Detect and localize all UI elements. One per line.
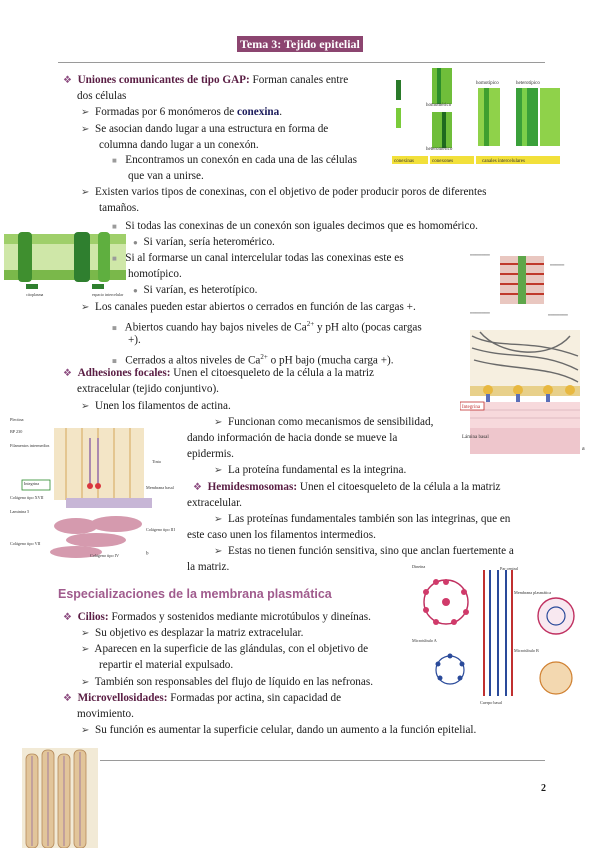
diamond-bullet-icon: ❖ xyxy=(63,612,72,623)
text: Forman canales entre xyxy=(249,74,349,86)
arrow-bullet-icon: ➢ xyxy=(81,644,90,655)
fig-label: espacio intercelular xyxy=(92,292,124,297)
fig-label: Membrana plasmática xyxy=(514,590,552,595)
arrow-bullet-icon: ➢ xyxy=(214,546,223,557)
fig-label: homomérico xyxy=(426,103,452,108)
text: Formadas por 6 monómeros de xyxy=(94,106,237,118)
footer-divider xyxy=(100,760,545,761)
arrow-bullet-icon: ➢ xyxy=(214,465,223,476)
svg-text:═══════: ═══════ xyxy=(548,312,568,317)
desmosome-figure xyxy=(470,246,582,326)
text-line: epidermis. xyxy=(187,448,234,460)
sub-bullet xyxy=(81,299,416,316)
diamond-bullet-icon: ❖ xyxy=(63,693,72,704)
text: Funcionan como mecanismos de sensibilidad, xyxy=(227,416,434,428)
hemidesmosome-figure xyxy=(460,330,590,454)
text: Formadas por actina, sin capacidad de xyxy=(167,692,342,704)
square-bullet-icon: ■ xyxy=(112,323,117,333)
term-conexina: conexina xyxy=(236,106,280,118)
fig-label: Integrina xyxy=(462,405,481,410)
svg-text:canales intercelulares: canales intercelulares xyxy=(482,159,525,164)
square-bullet-icon: ■ xyxy=(112,222,117,231)
sub-bullet xyxy=(214,543,514,560)
text: . xyxy=(279,106,283,118)
bullet-cilios xyxy=(63,609,371,626)
sub-bullet xyxy=(81,104,282,121)
arrow-bullet-icon: ➢ xyxy=(81,725,90,736)
text: Encontramos un conexón en cada una de las células xyxy=(125,154,357,166)
text: o pH bajo (mucha carga +). xyxy=(267,354,394,367)
bullet-gap xyxy=(63,72,348,89)
text-line: repartir el material expulsado. xyxy=(99,659,234,671)
fig-label: heterotípico xyxy=(516,81,540,86)
sub-bullet xyxy=(214,511,510,528)
text: Cerrados a altos niveles de Ca xyxy=(125,354,261,367)
fig-label: Plectina xyxy=(10,417,24,423)
fig-label: Par central xyxy=(500,566,519,571)
svg-text:conexinas: conexinas xyxy=(394,159,414,164)
fig-label: Colágeno tipo VII xyxy=(10,541,41,547)
arrow-bullet-icon: ➢ xyxy=(81,401,90,412)
text-line: extracelular (tejido conjuntivo). xyxy=(77,383,219,395)
arrow-bullet-icon: ➢ xyxy=(81,628,90,639)
text: Existen varios tipos de conexinas, con el objetivo de poder producir poros de diferentes xyxy=(94,186,487,198)
text-line: columna dando lugar a un conexón. xyxy=(99,139,259,151)
sub-bullet xyxy=(81,121,328,138)
fig-label: Colágeno tipo IV xyxy=(90,553,120,559)
sub-bullet xyxy=(81,674,373,691)
term-hemidesmosomas: Hemidesmosomas: xyxy=(207,481,298,493)
text-line: dando información de hacia donde se mueve la xyxy=(187,432,398,444)
text: Las proteínas fundamentales también son las integrinas, que en xyxy=(227,513,511,525)
arrow-bullet-icon: ➢ xyxy=(81,107,90,118)
sub-sub-bullet xyxy=(112,316,422,337)
text: Si todas las conexinas de un conexón son iguales decimos que es homomérico. xyxy=(125,220,478,232)
text: Unen los filamentos de actina. xyxy=(94,400,231,412)
sub-bullet xyxy=(81,398,231,415)
arrow-bullet-icon: ➢ xyxy=(214,514,223,525)
sub-sub-bullet xyxy=(112,250,404,267)
bullet-focal xyxy=(63,365,374,382)
dot-bullet-icon: ● xyxy=(133,286,138,295)
sub-bullet xyxy=(81,722,476,739)
arrow-bullet-icon: ➢ xyxy=(81,187,90,198)
term-gap: Uniones comunicantes de tipo GAP: xyxy=(77,74,250,86)
text-line: movimiento. xyxy=(77,708,134,720)
fig-label: Colágeno tipo XVII xyxy=(10,495,44,501)
text-line: este caso unen los filamentos intermedios. xyxy=(187,529,376,541)
text: Abiertos cuando hay bajos niveles de Ca xyxy=(124,321,307,334)
fig-label: homotípico xyxy=(476,81,499,86)
text: Los canales pueden estar abiertos o cerrados en función de las cargas +. xyxy=(94,301,416,313)
text: Si varían, es heterotípico. xyxy=(143,284,258,296)
text: Su función es aumentar la superficie celular, dando un aumento a la función epitelial. xyxy=(94,724,477,736)
text: Unen el citoesqueleto de la célula a la matriz xyxy=(170,367,374,379)
text: Si varían, sería heteromérico. xyxy=(143,236,275,248)
bullet-microvellosidades xyxy=(63,690,341,707)
dot-bullet-icon: ● xyxy=(133,238,138,247)
text: Su objetivo es desplazar la matriz extracelular. xyxy=(94,627,304,639)
term-microvellosidades: Microvellosidades: xyxy=(77,692,168,704)
square-bullet-icon: ■ xyxy=(112,254,117,263)
arrow-bullet-icon: ➢ xyxy=(81,124,90,135)
text-line: extracelular. xyxy=(187,497,242,509)
sub-sub-bullet xyxy=(112,218,478,235)
svg-text:═════: ═════ xyxy=(550,262,565,267)
cilia-figure xyxy=(410,562,596,706)
membrane-channels-figure xyxy=(4,228,126,300)
text: Si al formarse un canal intercelular todas las conexinas este es xyxy=(125,252,404,264)
arrow-bullet-icon: ➢ xyxy=(81,302,90,313)
fig-label: Filamentos intermedios xyxy=(10,443,50,449)
square-bullet-icon: ■ xyxy=(112,156,117,165)
sub-bullet xyxy=(81,641,368,658)
text-line: tamaños. xyxy=(99,202,140,214)
sub-sub-sub-bullet xyxy=(133,282,257,299)
arrow-bullet-icon: ➢ xyxy=(214,417,223,428)
svg-text:conexones: conexones xyxy=(432,159,454,164)
term-cilios: Cilios: xyxy=(77,611,109,623)
sub-sub-sub-bullet xyxy=(133,234,275,251)
fig-label: Microtúbulo B xyxy=(514,648,539,653)
fig-label: BP 230 xyxy=(10,429,23,435)
section-heading: Especializaciones de la membrana plasmática xyxy=(58,587,332,601)
term-focal: Adhesiones focales: xyxy=(77,367,171,379)
text: Se asocian dando lugar a una estructura en forma de xyxy=(94,123,329,135)
sub-bullet xyxy=(214,414,433,431)
fig-label: Tinta xyxy=(152,459,161,465)
fig-label: citoplasma xyxy=(26,292,44,297)
text: La proteína fundamental es la integrina. xyxy=(227,464,407,476)
sub-sub-bullet xyxy=(112,152,357,169)
bullet-hemidesmosomes xyxy=(193,479,501,496)
square-bullet-icon: ■ xyxy=(112,356,117,366)
fig-label: Dineína xyxy=(412,564,426,569)
fig-label: Colágeno tipo III xyxy=(146,527,175,533)
text: También son responsables del flujo de líquido en las nefronas. xyxy=(94,676,374,688)
sub-bullet xyxy=(214,462,406,479)
svg-text:═══════: ═══════ xyxy=(470,252,490,257)
text: Formados y sostenidos mediante microtúbulos y dineínas. xyxy=(108,611,371,623)
superscript: 2+ xyxy=(306,320,315,328)
text-line: dos células xyxy=(77,90,127,102)
text: Aparecen en la superficie de las glándulas, con el objetivo de xyxy=(94,643,369,655)
text-line: +). xyxy=(128,334,141,346)
sub-bullet xyxy=(81,184,486,201)
fig-label: Microtúbulo A xyxy=(412,638,437,643)
svg-text:═══════: ═══════ xyxy=(470,310,490,315)
text-line: la matriz. xyxy=(187,561,230,573)
fig-label: Membrana basal xyxy=(146,485,174,491)
diamond-bullet-icon: ❖ xyxy=(63,75,72,86)
diamond-bullet-icon: ❖ xyxy=(63,368,72,379)
microvilli-figure xyxy=(22,748,98,848)
connexon-figure xyxy=(392,66,562,172)
header-divider xyxy=(58,62,545,63)
fig-label: Cuerpo basal xyxy=(480,700,502,705)
fig-label: heteromérico xyxy=(426,147,453,152)
page-title: Tema 3: Tejido epitelial xyxy=(237,36,363,52)
fig-label: Lámina basal xyxy=(462,435,489,440)
text-line: que van a unirse. xyxy=(128,170,204,182)
fig-label: Integrina xyxy=(24,481,40,487)
text: Estas no tienen función sensitiva, sino que anclan fuertemente a xyxy=(227,545,514,557)
fig-label: b xyxy=(146,551,149,557)
text-line: homotípico. xyxy=(128,268,182,280)
arrow-bullet-icon: ➢ xyxy=(81,677,90,688)
sub-bullet xyxy=(81,625,303,642)
focal-adhesion-figure xyxy=(6,414,176,566)
fig-label: a xyxy=(582,446,585,452)
text: y pH alto (pocas cargas xyxy=(314,321,422,334)
fig-label: Laminina 5 xyxy=(10,509,30,515)
superscript: 2+ xyxy=(260,353,268,361)
text: Unen el citoesqueleto de la célula a la matriz xyxy=(297,481,501,493)
diamond-bullet-icon: ❖ xyxy=(193,482,202,493)
page-number: 2 xyxy=(541,783,546,794)
